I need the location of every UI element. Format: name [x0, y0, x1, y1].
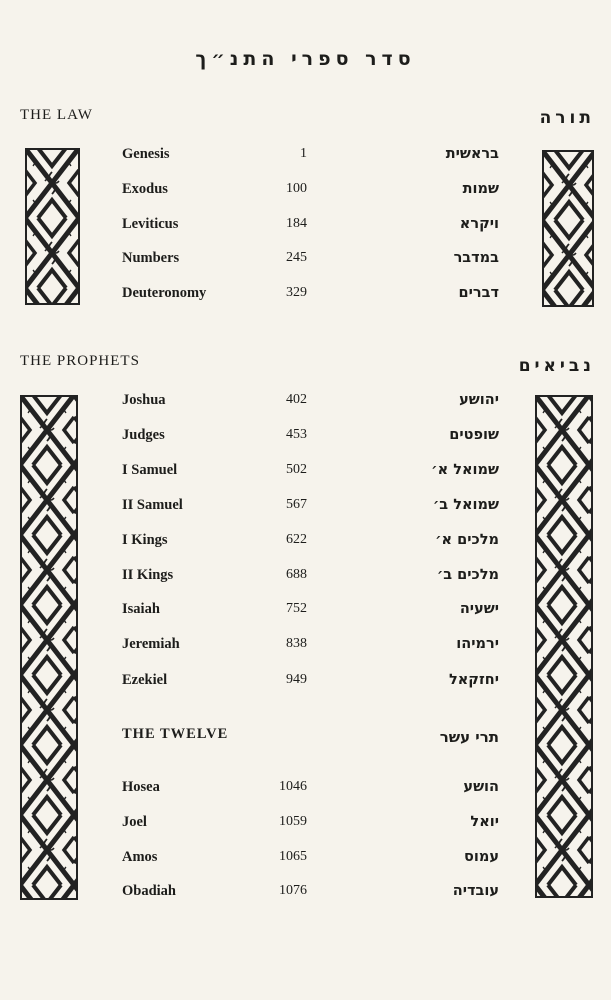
- book-name-he: ירמיהו: [456, 636, 499, 652]
- book-name-he: עמוס: [464, 849, 499, 865]
- book-page-number: 1059: [279, 814, 307, 829]
- book-name-en: Exodus: [122, 181, 168, 197]
- book-name-he: שמואל ב׳: [432, 497, 499, 513]
- section-title-law-he: תורה: [539, 108, 595, 128]
- book-page-number: 402: [286, 392, 307, 407]
- book-page-number: 949: [286, 672, 307, 687]
- book-row: [0, 779, 611, 799]
- book-row: [0, 601, 611, 621]
- book-row: [0, 849, 611, 869]
- book-name-en: Judges: [122, 427, 165, 443]
- book-name-en: II Samuel: [122, 497, 183, 513]
- book-page-number: 1076: [279, 883, 307, 898]
- book-name-en: Ezekiel: [122, 672, 168, 688]
- book-page-number: 184: [286, 216, 307, 231]
- section-title-law-en: THE LAW: [20, 107, 93, 123]
- book-page-number: 502: [286, 462, 307, 477]
- subsection-title-twelve-he: תרי עשר: [439, 728, 499, 746]
- book-row: [0, 285, 611, 305]
- book-page-number: 100: [286, 181, 307, 196]
- section-title-prophets-he: נביאים: [518, 356, 595, 376]
- book-row: [0, 814, 611, 834]
- book-row: [0, 250, 611, 270]
- book-row: [0, 567, 611, 587]
- book-name-he: ויקרא: [459, 216, 499, 232]
- book-name-he: הושע: [463, 779, 499, 795]
- page-title: סדר ספרי התנ״ך: [195, 48, 416, 70]
- book-row: [0, 532, 611, 552]
- book-name-en: Genesis: [122, 146, 170, 162]
- book-page-number: 453: [286, 427, 307, 442]
- book-name-he: יואל: [470, 814, 499, 830]
- book-page-number: 245: [286, 250, 307, 265]
- subsection-title-twelve-en: THE TWELVE: [122, 726, 229, 742]
- book-row: [0, 462, 611, 482]
- book-page-number: 688: [286, 567, 307, 582]
- book-row: [0, 497, 611, 517]
- book-name-en: Jeremiah: [122, 636, 180, 652]
- book-name-he: יחזקאל: [448, 672, 499, 688]
- book-page-number: 1: [300, 146, 307, 161]
- book-name-he: מלכים א׳: [435, 532, 499, 548]
- book-row: [0, 216, 611, 236]
- section-title-prophets-en: THE PROPHETS: [20, 353, 140, 369]
- book-page-number: 329: [286, 285, 307, 300]
- book-name-en: Hosea: [122, 779, 160, 795]
- book-page-number: 567: [286, 497, 307, 512]
- book-name-en: Joshua: [122, 392, 166, 408]
- book-name-he: בראשית: [445, 146, 499, 162]
- book-name-en: Leviticus: [122, 216, 179, 232]
- book-name-he: שופטים: [449, 427, 499, 443]
- book-row: [0, 181, 611, 201]
- book-name-he: ישעיה: [459, 601, 499, 617]
- book-name-en: I Samuel: [122, 462, 178, 478]
- book-name-en: Numbers: [122, 250, 180, 266]
- book-name-he: דברים: [458, 285, 499, 301]
- book-page-number: 622: [286, 532, 307, 547]
- book-name-en: Isaiah: [122, 601, 160, 617]
- book-name-he: שמואל א׳: [431, 462, 499, 478]
- book-name-he: עובדיה: [452, 883, 499, 899]
- book-page-number: 1046: [279, 779, 307, 794]
- book-page-number: 752: [286, 601, 307, 616]
- book-name-he: שמות: [462, 181, 499, 197]
- book-name-en: Deuteronomy: [122, 285, 207, 301]
- book-row: [0, 883, 611, 903]
- book-name-en: Joel: [122, 814, 147, 830]
- book-row: [0, 672, 611, 692]
- book-row: [0, 636, 611, 656]
- book-name-en: Obadiah: [122, 883, 176, 899]
- book-row: [0, 146, 611, 166]
- book-name-en: Amos: [122, 849, 158, 865]
- book-page-number: 838: [286, 636, 307, 651]
- book-name-he: יהושע: [459, 392, 499, 408]
- book-row: [0, 427, 611, 447]
- book-page-number: 1065: [279, 849, 307, 864]
- book-name-en: I Kings: [122, 532, 168, 548]
- book-name-en: II Kings: [122, 567, 174, 583]
- book-name-he: מלכים ב׳: [436, 567, 499, 583]
- book-name-he: במדבר: [453, 250, 499, 266]
- book-row: [0, 392, 611, 412]
